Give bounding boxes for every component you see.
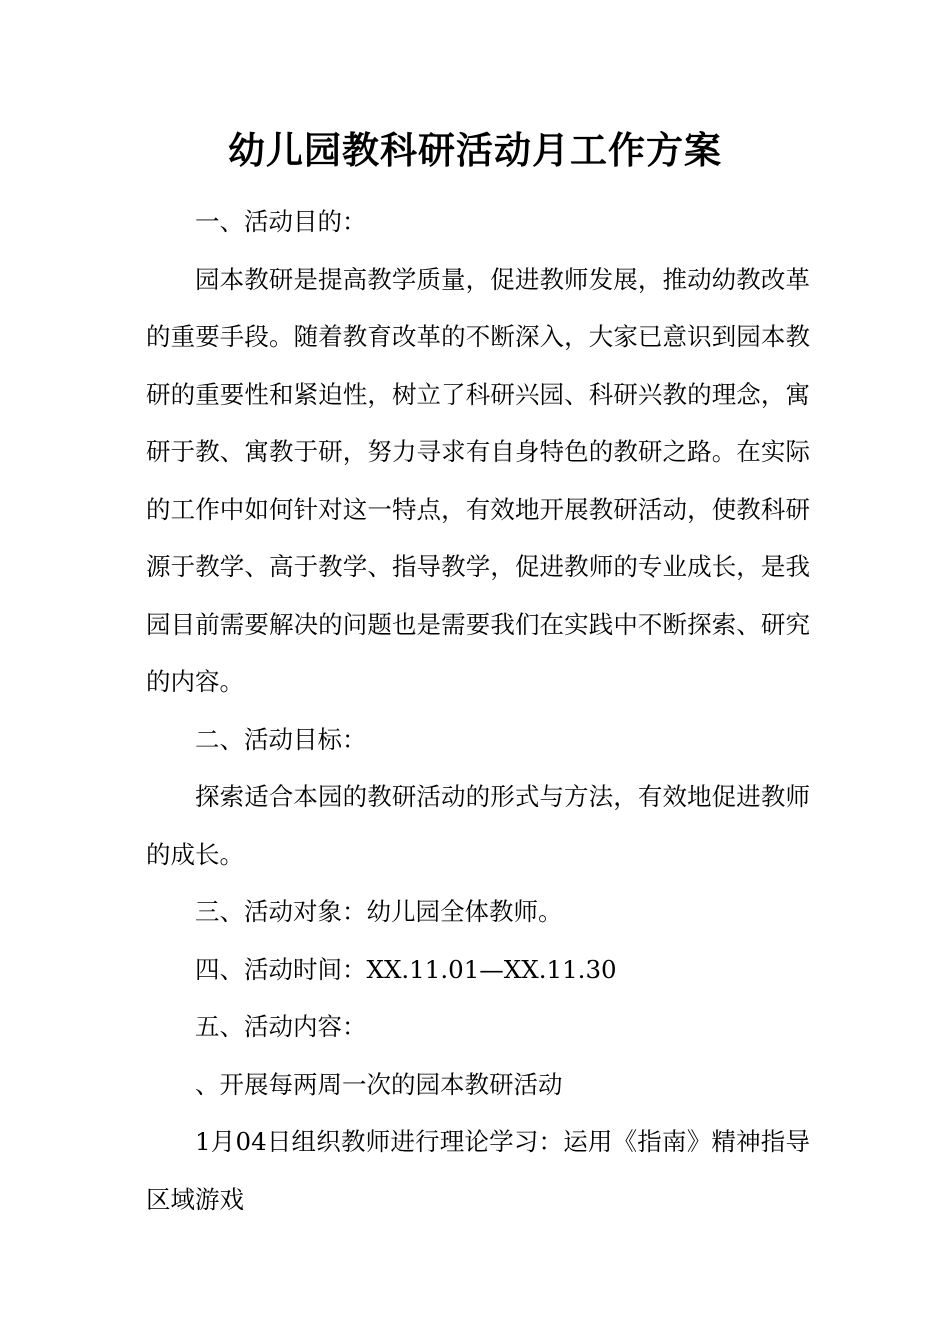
section-time: 四、活动时间：XX.11.01—XX.11.30 xyxy=(195,954,617,984)
paragraph-purpose: 园本教研是提高教学质量，促进教师发展，推动幼教改革的重要手段。随着教育改革的不断深入，大家已意识到园本教研的重要性和紧迫性，树立了科研兴园、科研兴教的理念，寓研于教、寓教于研，努力寻求有自身特色的教研之路。在实际的工作中如何针对这一特点，有效地开展教研活动，使教科研源于教学、高于教学、指导教学，促进教师的专业成长，是我园目前需要解决的问题也是需要我们在实践中不断探索、研究的内容。 xyxy=(146,264,810,696)
section-heading-content: 五、活动内容： xyxy=(195,1012,367,1041)
document-body xyxy=(146,193,810,1228)
section-heading-purpose: 一、活动目的： xyxy=(195,207,367,236)
section-target: 三、活动对象：幼儿园全体教师。 xyxy=(195,897,563,926)
content-item: 、开展每两周一次的园本教研活动 xyxy=(195,1069,563,1099)
document-title: 幼儿园教科研活动月工作方案 xyxy=(228,128,722,172)
section-heading-goal: 二、活动目标： xyxy=(195,724,367,754)
content-item: 1月04日组织教师进行理论学习：运用《指南》精神指导区域游戏 xyxy=(146,1127,810,1214)
paragraph-goal: 探索适合本园的教研活动的形式与方法，有效地促进教师的成长。 xyxy=(146,782,810,869)
